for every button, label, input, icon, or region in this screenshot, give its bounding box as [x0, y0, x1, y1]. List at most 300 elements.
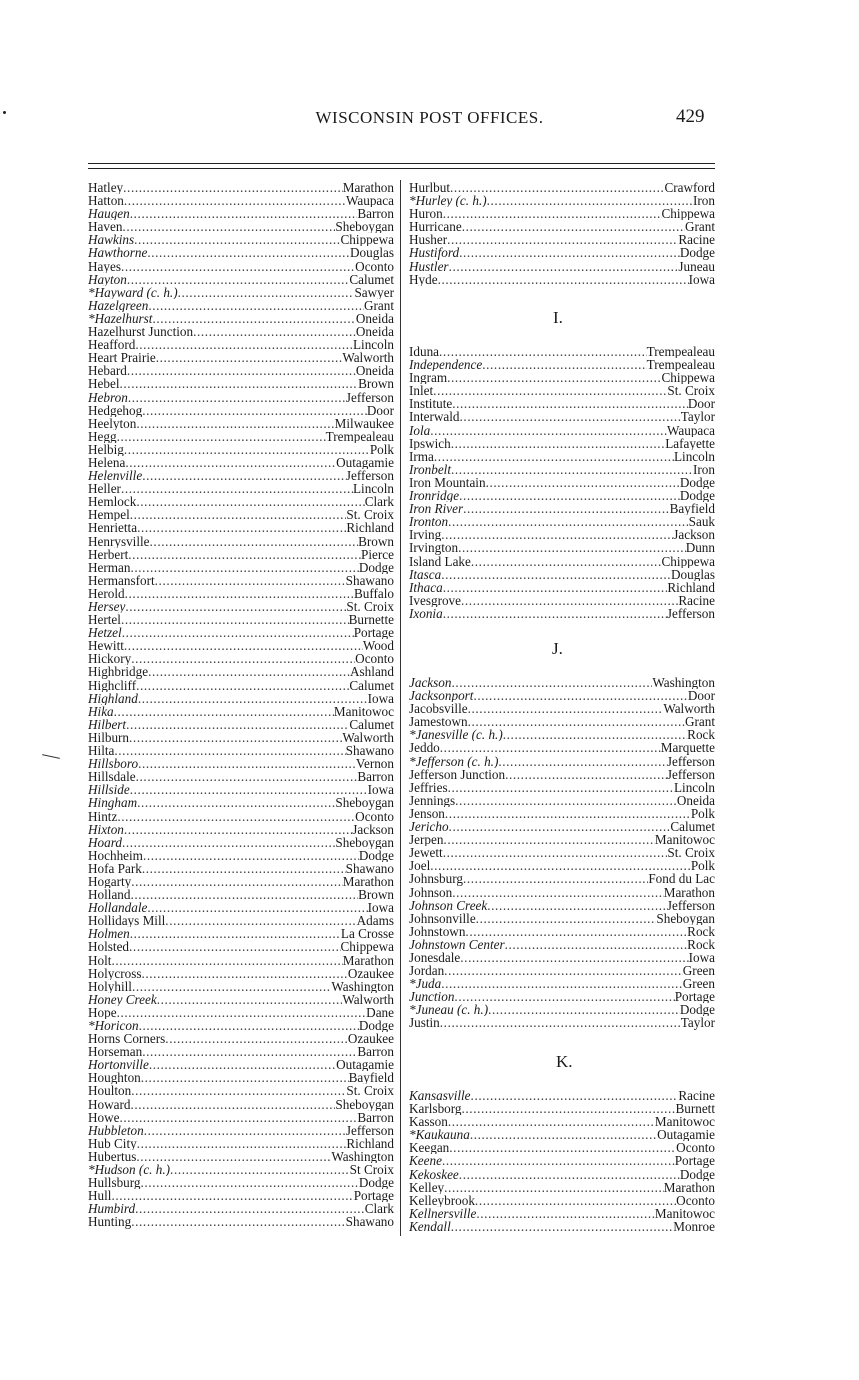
dot-leader [130, 1098, 335, 1111]
dot-leader [444, 1181, 664, 1194]
dot-leader [125, 600, 346, 613]
post-office-entry [409, 437, 715, 450]
post-office-name: Johnson [409, 885, 453, 899]
post-office-name: Hayes [88, 259, 121, 273]
post-office-name: Ipswich [409, 436, 451, 450]
post-office-entry [88, 521, 394, 534]
dot-leader [476, 912, 657, 925]
post-office-name: Humbird [88, 1202, 136, 1216]
dot-leader [193, 325, 356, 338]
post-office-entry [409, 859, 715, 872]
county-name: Trempealeau [646, 345, 715, 359]
county-name: Oneida [355, 325, 394, 339]
post-office-name: Hertel [88, 613, 121, 627]
post-office-name: Interwald [409, 410, 460, 424]
county-name: Wood [362, 639, 394, 653]
post-office-name: Hika [88, 704, 114, 718]
post-office-entry [88, 351, 394, 364]
post-office-name: Honey Creek [88, 992, 157, 1006]
county-name: Jefferson [666, 767, 715, 781]
post-office-name: Herbert [88, 547, 129, 561]
dot-leader [126, 718, 349, 731]
post-office-name: Hebard [88, 364, 127, 378]
dot-leader [443, 846, 668, 859]
post-office-entry [409, 424, 715, 437]
dot-leader [131, 1215, 345, 1228]
post-office-name: *Hurley (c. h.) [409, 194, 487, 208]
dot-leader [127, 273, 349, 286]
county-name: Chippewa [340, 940, 394, 954]
county-name: Dodge [358, 1019, 394, 1033]
dot-leader [450, 181, 664, 194]
dot-leader [443, 833, 655, 846]
post-office-name: Keegan [409, 1141, 450, 1155]
dot-leader [447, 371, 661, 384]
dot-leader [120, 377, 359, 390]
county-name: Lafayette [665, 436, 715, 450]
dot-leader [121, 482, 353, 495]
county-name: Bayfield [669, 502, 715, 516]
county-name: Portage [674, 1154, 715, 1168]
post-office-name: Horseman [88, 1045, 143, 1059]
post-office-entry [88, 508, 394, 521]
post-office-entry [88, 1137, 394, 1150]
post-office-name: Hintz [88, 809, 118, 823]
county-name: Jefferson [345, 1123, 394, 1137]
post-office-entry [409, 555, 715, 568]
right-column-j-list [409, 676, 715, 1030]
margin-pencil-mark [42, 754, 60, 759]
county-name: Grant [363, 298, 394, 312]
county-name: Polk [690, 859, 715, 873]
dot-leader [468, 715, 685, 728]
post-office-name: Hermansfort [88, 573, 155, 587]
post-office-entry [88, 377, 394, 390]
dot-leader [459, 246, 680, 259]
county-name: Dodge [679, 475, 715, 490]
right-column-k-list [409, 1089, 715, 1233]
post-office-name: Johnstown [409, 924, 466, 938]
dot-leader [134, 233, 340, 246]
post-office-name: Hazelgreen [88, 298, 149, 312]
post-office-entry [409, 358, 715, 371]
post-office-name: Highbridge [88, 665, 149, 679]
post-office-name: Jamestown [409, 715, 468, 729]
post-office-name: Husher [409, 233, 448, 247]
dot-leader [130, 508, 347, 521]
dot-leader [144, 1124, 346, 1137]
post-office-entry [88, 1176, 394, 1189]
post-office-entry [88, 1189, 394, 1202]
dot-leader [440, 1016, 681, 1029]
county-name: Richland [667, 580, 715, 594]
dot-leader [138, 757, 356, 770]
dot-leader [458, 541, 686, 554]
county-name: Grant [684, 220, 715, 234]
post-office-entry [88, 639, 394, 652]
dot-leader [142, 1045, 357, 1058]
county-name: Washington [331, 979, 394, 993]
post-office-entry [409, 820, 715, 833]
dot-leader [157, 993, 343, 1006]
post-office-name: Hull [88, 1189, 112, 1203]
county-name: Sheboygan [335, 796, 394, 810]
post-office-name: *Janesville (c. h.) [409, 728, 503, 742]
county-name: Sheboygan [335, 1097, 394, 1111]
post-office-name: Iron Mountain [409, 475, 486, 490]
dot-leader [451, 437, 665, 450]
county-name: Brown [358, 888, 394, 902]
dot-leader [142, 862, 346, 875]
dot-leader [452, 397, 688, 410]
post-office-name: Jackson [409, 676, 452, 690]
dot-leader [443, 581, 668, 594]
dot-leader [434, 450, 674, 463]
county-name: Outagamie [336, 1058, 394, 1072]
county-name: Manitowoc [654, 1115, 715, 1129]
post-office-entry [409, 1016, 715, 1029]
dot-leader [122, 220, 335, 233]
dot-leader [128, 391, 346, 404]
dot-leader [473, 689, 687, 702]
section-letter-k: K. [556, 1052, 573, 1071]
post-office-entry [409, 1089, 715, 1102]
post-office-entry [88, 613, 394, 626]
post-office-entry [88, 312, 394, 325]
county-name: Jackson [673, 528, 715, 542]
post-office-name: Hub City [88, 1136, 137, 1150]
post-office-entry [88, 194, 394, 207]
county-name: Dodge [679, 246, 715, 260]
post-office-name: Ironton [409, 515, 449, 529]
post-office-name: Jefferson Junction [409, 767, 506, 781]
dot-leader [178, 286, 355, 299]
post-office-name: Inlet [409, 384, 434, 398]
post-office-entry [88, 875, 394, 888]
dot-leader [147, 246, 350, 259]
county-name: Iron [693, 194, 715, 208]
county-name: Marathon [663, 1180, 715, 1194]
post-office-name: Howard [88, 1097, 131, 1111]
post-office-entry [409, 273, 715, 286]
county-name: Oconto [355, 809, 394, 823]
post-office-entry [409, 594, 715, 607]
dot-leader [451, 676, 652, 689]
post-office-entry [88, 731, 394, 744]
post-office-entry [409, 371, 715, 384]
county-name: Grant [684, 715, 715, 729]
county-name: Iowa [367, 901, 394, 915]
county-name: Manitowoc [333, 704, 394, 718]
post-office-entry [88, 495, 394, 508]
post-office-entry [88, 862, 394, 875]
dot-leader [444, 964, 683, 977]
county-name: Dodge [679, 1167, 715, 1181]
post-office-entry [88, 391, 394, 404]
county-name: Bayfield [348, 1071, 394, 1085]
dot-leader [505, 768, 667, 781]
dot-leader [156, 351, 343, 364]
right-column-i-list [409, 345, 715, 620]
post-office-entry [88, 482, 394, 495]
dot-leader [441, 977, 683, 990]
post-office-name: Helbig [88, 442, 124, 456]
post-office-name: Iduna [409, 345, 440, 359]
county-name: Marquette [660, 741, 715, 755]
post-office-name: Helenville [88, 469, 143, 483]
dot-leader [152, 312, 355, 325]
county-name: Portage [353, 626, 394, 640]
dot-leader [128, 548, 361, 561]
post-office-entry [409, 689, 715, 702]
dot-leader [441, 568, 671, 581]
county-name: Richland [346, 521, 394, 535]
dot-leader [121, 613, 349, 626]
county-name: Iron [693, 462, 715, 476]
county-name: Jefferson [666, 898, 715, 912]
post-office-entry [88, 901, 394, 914]
post-office-entry [88, 1215, 394, 1228]
county-name: Iowa [688, 272, 715, 286]
post-office-entry [409, 528, 715, 541]
post-office-entry [409, 702, 715, 715]
county-name: St Croix [349, 1163, 394, 1177]
post-office-name: Hustler [409, 259, 449, 273]
county-name: St. Croix [667, 846, 715, 860]
county-name: Douglas [671, 567, 715, 581]
post-office-entry [88, 1111, 394, 1124]
post-office-entry [409, 1102, 715, 1115]
dot-leader [136, 770, 358, 783]
dot-leader [448, 781, 674, 794]
dot-leader [459, 1168, 680, 1181]
post-office-name: Kelleybrook [409, 1193, 475, 1207]
dot-leader [138, 692, 368, 705]
dot-leader [137, 521, 346, 534]
post-office-name: Hickory [88, 652, 132, 666]
post-office-entry [409, 1154, 715, 1167]
county-name: St. Croix [346, 508, 394, 522]
post-office-entry [88, 718, 394, 731]
post-office-entry [88, 810, 394, 823]
county-name: Oneida [355, 364, 394, 378]
post-office-name: Highland [88, 691, 138, 705]
county-name: Washington [652, 676, 715, 690]
post-office-entry [88, 417, 394, 430]
dot-leader [449, 1141, 676, 1154]
county-name: Sawyer [354, 285, 394, 299]
post-office-name: Hatton [88, 194, 124, 208]
post-office-name: Jeffries [409, 780, 448, 794]
dot-leader [476, 1207, 655, 1220]
post-office-name: Hunting [88, 1215, 132, 1229]
dot-leader [149, 1058, 336, 1071]
county-name: Ozaukee [347, 966, 394, 980]
dot-leader [129, 940, 340, 953]
post-office-name: Helena [88, 455, 126, 470]
post-office-entry [409, 489, 715, 502]
county-name: Oconto [355, 652, 394, 666]
dot-leader [117, 430, 326, 443]
post-office-entry [88, 574, 394, 587]
county-name: Barron [357, 1110, 394, 1124]
dot-leader [505, 938, 688, 951]
post-office-name: Holmen [88, 927, 130, 941]
dot-leader [165, 914, 356, 927]
post-office-entry [409, 990, 715, 1003]
post-office-name: Itasca [409, 567, 442, 581]
county-name: Polk [690, 806, 715, 821]
post-office-entry [88, 665, 394, 678]
dot-leader [147, 901, 367, 914]
post-office-name: Hilta [88, 744, 115, 758]
dot-leader [136, 1150, 331, 1163]
dot-leader [122, 836, 335, 849]
county-name: Sauk [688, 515, 715, 529]
post-office-name: Heller [88, 482, 121, 496]
county-name: Barron [357, 1045, 394, 1059]
dot-leader [131, 1084, 346, 1097]
county-name: Rock [687, 924, 715, 938]
post-office-name: Jenson [409, 806, 445, 821]
dot-leader [445, 807, 691, 820]
post-office-name: Highcliff [88, 678, 137, 692]
county-name: Ozaukee [347, 1032, 394, 1046]
dot-leader [461, 594, 678, 607]
county-name: St. Croix [346, 1084, 394, 1098]
post-office-name: Ironbelt [409, 462, 451, 476]
post-office-entry [409, 220, 715, 233]
post-office-entry [409, 1220, 715, 1233]
post-office-entry [88, 888, 394, 901]
post-office-entry [409, 1168, 715, 1181]
post-office-entry [88, 469, 394, 482]
county-name: Jefferson [666, 606, 715, 620]
post-office-entry [88, 954, 394, 967]
post-office-name: Iron River [409, 502, 464, 516]
post-office-entry [409, 1003, 715, 1016]
county-name: Iowa [688, 950, 715, 965]
county-name: Door [366, 403, 394, 417]
post-office-name: Hoard [88, 835, 122, 849]
post-office-entry [409, 260, 715, 273]
county-name: Rock [687, 937, 715, 951]
post-office-name: *Juda [409, 977, 442, 991]
post-office-entry [88, 286, 394, 299]
county-name: Calumet [349, 272, 394, 286]
post-office-name: Hillsboro [88, 757, 139, 771]
post-office-entry [88, 993, 394, 1006]
county-name: Oconto [676, 1193, 715, 1207]
post-office-name: Huron [409, 207, 443, 221]
dot-leader [121, 260, 355, 273]
post-office-entry [88, 246, 394, 259]
county-name: Dodge [358, 848, 394, 862]
dot-leader [451, 463, 693, 476]
county-name: Dodge [358, 560, 394, 574]
post-office-entry [88, 260, 394, 273]
post-office-name: Herman [88, 560, 131, 574]
post-office-name: Herold [88, 586, 125, 600]
dot-leader [148, 665, 350, 678]
post-office-entry [409, 207, 715, 220]
post-office-entry [409, 410, 715, 423]
dot-leader [459, 489, 680, 502]
dot-leader [124, 443, 370, 456]
post-office-entry [88, 1098, 394, 1111]
county-name: Dodge [679, 489, 715, 503]
dot-leader [449, 260, 679, 273]
dot-leader [438, 273, 689, 286]
post-office-entry [409, 181, 715, 194]
county-name: Marathon [342, 181, 394, 195]
dot-leader [124, 823, 352, 836]
county-name: Manitowoc [654, 1206, 715, 1220]
post-office-name: Hullsburg [88, 1176, 141, 1190]
post-office-name: Hazelhurst Junction [88, 325, 194, 339]
county-name: Manitowoc [654, 833, 715, 847]
post-office-name: *Hazelhurst [88, 311, 153, 326]
post-office-name: Hubertus [88, 1149, 137, 1164]
post-office-entry [88, 836, 394, 849]
county-name: Racine [678, 233, 715, 247]
dot-leader [440, 741, 661, 754]
post-office-name: Hurlbut [409, 181, 451, 195]
county-name: Iowa [367, 783, 394, 797]
post-office-entry [88, 757, 394, 770]
county-name: Sheboygan [335, 835, 394, 849]
post-office-name: Hilburn [88, 730, 130, 745]
county-name: Calumet [349, 717, 394, 731]
dot-leader [468, 702, 664, 715]
post-office-entry [409, 938, 715, 951]
dot-leader [449, 820, 671, 833]
dot-leader [165, 1032, 348, 1045]
post-office-name: Hemlock [88, 495, 137, 509]
dot-leader [142, 469, 346, 482]
dot-leader [132, 980, 331, 993]
dot-leader [130, 207, 358, 220]
dot-leader [143, 849, 359, 862]
post-office-name: Houlton [88, 1084, 132, 1098]
dot-leader [442, 1154, 675, 1167]
county-name: Chippewa [661, 207, 715, 221]
post-office-name: Irvington [409, 541, 459, 555]
right-column-h-list [409, 181, 715, 286]
post-office-entry [409, 397, 715, 410]
dot-leader [130, 561, 358, 574]
county-name: Jefferson [345, 469, 394, 483]
post-office-entry [409, 872, 715, 885]
post-office-name: Jericho [409, 820, 449, 834]
county-name: Barron [357, 207, 394, 221]
left-column-list [88, 181, 394, 1229]
dot-leader [486, 476, 680, 489]
dot-leader [454, 990, 674, 1003]
county-name: Monroe [673, 1219, 715, 1234]
county-name: Lincoln [673, 449, 715, 463]
post-office-name: Hewitt [88, 639, 124, 653]
county-name: Door [687, 689, 715, 703]
dot-leader [170, 1163, 350, 1176]
post-office-entry [88, 1084, 394, 1097]
county-name: Iowa [367, 691, 394, 705]
post-office-entry [88, 927, 394, 940]
post-office-name: Joel [409, 859, 431, 873]
post-office-name: Holt [88, 953, 112, 967]
dot-leader [148, 299, 364, 312]
post-office-entry [88, 273, 394, 286]
